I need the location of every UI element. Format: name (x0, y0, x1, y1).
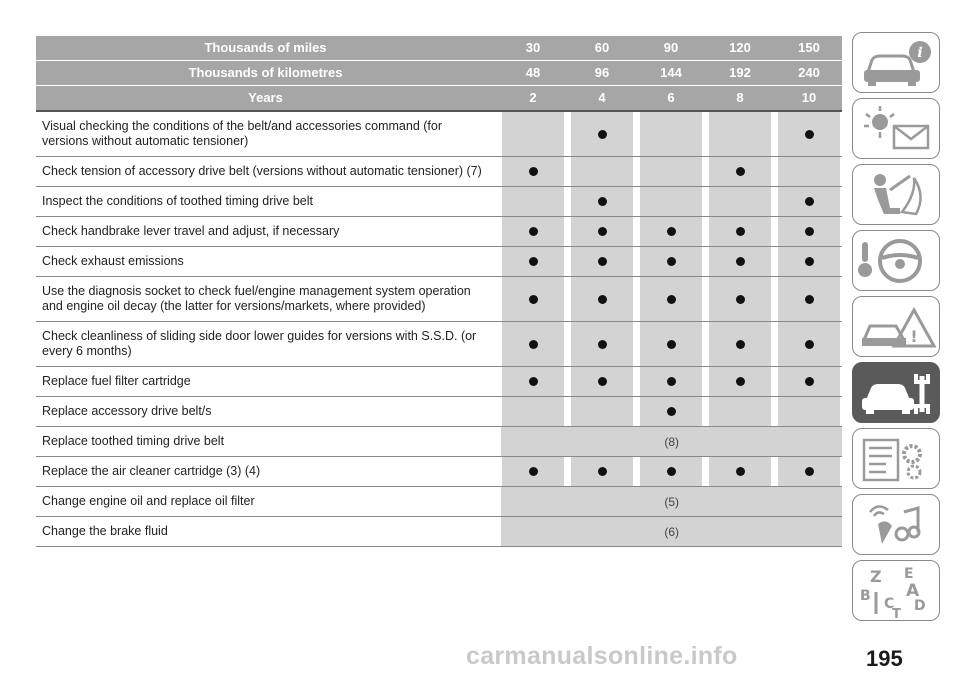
header-label: Years (248, 90, 283, 105)
index-icon (856, 564, 936, 618)
schedule-cell (778, 322, 840, 366)
table-body (36, 112, 842, 547)
technical-data-icon (856, 432, 936, 486)
scheduled-dot (805, 377, 814, 386)
schedule-cell (709, 457, 771, 486)
schedule-cell (709, 157, 771, 186)
schedule-cell (778, 187, 840, 216)
header-cell: 96 (594, 65, 610, 80)
table-row (36, 457, 842, 487)
schedule-cell (640, 247, 702, 276)
header-cell: 150 (798, 40, 820, 55)
scheduled-dot (736, 167, 745, 176)
scheduled-dot (598, 130, 607, 139)
scheduled-dot (529, 227, 538, 236)
scheduled-dot (805, 340, 814, 349)
row-description: Inspect the conditions of toothed timing drive belt (42, 194, 313, 208)
scheduled-dot (736, 227, 745, 236)
car-info-icon (856, 36, 936, 90)
schedule-cell (778, 217, 840, 246)
scheduled-dot (529, 377, 538, 386)
header-cell: 2 (529, 90, 537, 105)
tab-car-info[interactable] (852, 32, 940, 93)
row-description: Check cleanliness of sliding side door lower guides for versions with S.S.D. (or every 6 months) (42, 329, 477, 358)
scheduled-dot (667, 340, 676, 349)
multimedia-icon (856, 498, 936, 552)
header-cell: 144 (660, 65, 682, 80)
header-cell: 120 (729, 40, 751, 55)
header-row-miles (36, 36, 842, 61)
row-description: Replace fuel filter cartridge (42, 374, 191, 388)
row-description: Replace accessory drive belt/s (42, 404, 212, 418)
row-description: Change the brake fluid (42, 524, 168, 538)
schedule-cell (778, 397, 840, 426)
schedule-cell (778, 277, 840, 321)
safety-airbag-icon (856, 168, 936, 222)
chapter-sidebar (852, 32, 940, 626)
schedule-cell (571, 277, 633, 321)
header-row-kilometres (36, 61, 842, 86)
schedule-cell (640, 157, 702, 186)
table-row (36, 217, 842, 247)
header-cell: 192 (729, 65, 751, 80)
schedule-cell (571, 247, 633, 276)
tab-maintenance[interactable] (852, 362, 940, 423)
schedule-cell (640, 112, 702, 156)
row-description: Replace the air cleaner cartridge (3) (4) (42, 464, 261, 478)
schedule-cell (502, 277, 564, 321)
schedule-cell (571, 187, 633, 216)
svg-text:i: i (917, 44, 923, 61)
index-letter: D (914, 597, 926, 614)
index-letter: B (860, 587, 871, 604)
table-row (36, 187, 842, 217)
scheduled-dot (805, 257, 814, 266)
tab-technical-data[interactable] (852, 428, 940, 489)
index-letter: E (904, 565, 914, 582)
tab-safety[interactable] (852, 164, 940, 225)
scheduled-dot (667, 407, 676, 416)
schedule-cell (640, 187, 702, 216)
schedule-cell (502, 187, 564, 216)
scheduled-dot (529, 257, 538, 266)
schedule-cell (502, 457, 564, 486)
table-row (36, 517, 842, 547)
emergency-icon (856, 300, 936, 354)
header-cell: 60 (594, 40, 610, 55)
tab-emergency[interactable] (852, 296, 940, 357)
steering-wheel-icon (856, 234, 936, 288)
header-cell: 6 (667, 90, 675, 105)
schedule-cell (778, 367, 840, 396)
schedule-cell (571, 217, 633, 246)
scheduled-dot (667, 467, 676, 476)
table-row (36, 487, 842, 517)
schedule-cell (502, 112, 564, 156)
scheduled-dot (805, 197, 814, 206)
scheduled-dot (736, 257, 745, 266)
scheduled-dot (805, 130, 814, 139)
schedule-cell (502, 367, 564, 396)
header-cell: 48 (525, 65, 541, 80)
header-row-years (36, 86, 842, 110)
scheduled-dot (598, 197, 607, 206)
schedule-cell (571, 457, 633, 486)
row-description: Check handbrake lever travel and adjust, if necessary (42, 224, 340, 238)
row-description: Change engine oil and replace oil filter (42, 494, 255, 508)
scheduled-dot (667, 377, 676, 386)
schedule-cell (640, 457, 702, 486)
schedule-cell (778, 247, 840, 276)
table-row (36, 277, 842, 322)
schedule-cell (640, 277, 702, 321)
car-maintenance-icon (856, 366, 936, 420)
row-description: Check tension of accessory drive belt (versions without automatic tensioner) (7) (42, 164, 482, 178)
schedule-cell (502, 397, 564, 426)
scheduled-dot (805, 227, 814, 236)
table-row (36, 247, 842, 277)
header-label: Thousands of kilometres (188, 65, 343, 80)
scheduled-dot (805, 295, 814, 304)
header-label: Thousands of miles (204, 40, 327, 55)
index-letter: C (884, 595, 895, 612)
tab-multimedia[interactable] (852, 494, 940, 555)
schedule-cell (709, 112, 771, 156)
schedule-cell (709, 397, 771, 426)
table-row (36, 322, 842, 367)
header-cell: 8 (736, 90, 744, 105)
svg-text:!: ! (910, 326, 918, 346)
schedule-cell (778, 457, 840, 486)
index-letter: Z (870, 566, 882, 586)
scheduled-dot (736, 377, 745, 386)
scheduled-dot (529, 467, 538, 476)
schedule-cell (640, 322, 702, 366)
index-letter: A (906, 580, 920, 601)
row-note: (5) (501, 487, 842, 516)
watermark: carmanualsonline.info (466, 642, 738, 670)
scheduled-dot (598, 295, 607, 304)
tab-index[interactable] (852, 560, 940, 621)
row-note: (8) (501, 427, 842, 456)
header-cell: 10 (801, 90, 817, 105)
maintenance-schedule-table (36, 36, 842, 547)
scheduled-dot (736, 467, 745, 476)
schedule-cell (502, 247, 564, 276)
scheduled-dot (529, 167, 538, 176)
scheduled-dot (736, 340, 745, 349)
schedule-cell (709, 247, 771, 276)
table-row (36, 427, 842, 457)
table-row (36, 397, 842, 427)
header-cell: 4 (598, 90, 606, 105)
schedule-cell (709, 322, 771, 366)
scheduled-dot (598, 227, 607, 236)
schedule-cell (709, 277, 771, 321)
scheduled-dot (736, 295, 745, 304)
schedule-cell (571, 367, 633, 396)
header-cell: 90 (663, 40, 679, 55)
scheduled-dot (529, 295, 538, 304)
header-cell: 30 (525, 40, 541, 55)
scheduled-dot (667, 257, 676, 266)
index-letter: T (892, 606, 901, 618)
scheduled-dot (667, 227, 676, 236)
schedule-cell (640, 367, 702, 396)
table-row (36, 367, 842, 397)
row-note: (6) (501, 517, 842, 546)
row-description: Replace toothed timing drive belt (42, 434, 225, 448)
schedule-cell (778, 112, 840, 156)
schedule-cell (502, 322, 564, 366)
header-cell: 240 (798, 65, 820, 80)
schedule-cell (640, 397, 702, 426)
schedule-cell (502, 217, 564, 246)
scheduled-dot (598, 340, 607, 349)
scheduled-dot (598, 257, 607, 266)
schedule-cell (571, 397, 633, 426)
warning-lights-icon (856, 102, 936, 156)
tab-warning-lights[interactable] (852, 98, 940, 159)
schedule-cell (571, 157, 633, 186)
scheduled-dot (598, 467, 607, 476)
schedule-cell (571, 322, 633, 366)
schedule-cell (709, 187, 771, 216)
scheduled-dot (667, 295, 676, 304)
scheduled-dot (529, 340, 538, 349)
table-row (36, 157, 842, 187)
schedule-cell (778, 157, 840, 186)
scheduled-dot (805, 467, 814, 476)
scheduled-dot (598, 377, 607, 386)
schedule-cell (502, 157, 564, 186)
row-description: Check exhaust emissions (42, 254, 184, 268)
page-number: 195 (866, 646, 903, 671)
row-description: Visual checking the conditions of the belt/and accessories command (for versions without automatic tensioner) (42, 119, 442, 148)
schedule-cell (709, 367, 771, 396)
schedule-cell (709, 217, 771, 246)
table-row (36, 112, 842, 157)
schedule-cell (571, 112, 633, 156)
tab-driving[interactable] (852, 230, 940, 291)
row-description: Use the diagnosis socket to check fuel/engine management system operation and engine oil decay (the latter for versions/markets, where provided) (42, 284, 471, 313)
table-header (36, 36, 842, 112)
schedule-cell (640, 217, 702, 246)
